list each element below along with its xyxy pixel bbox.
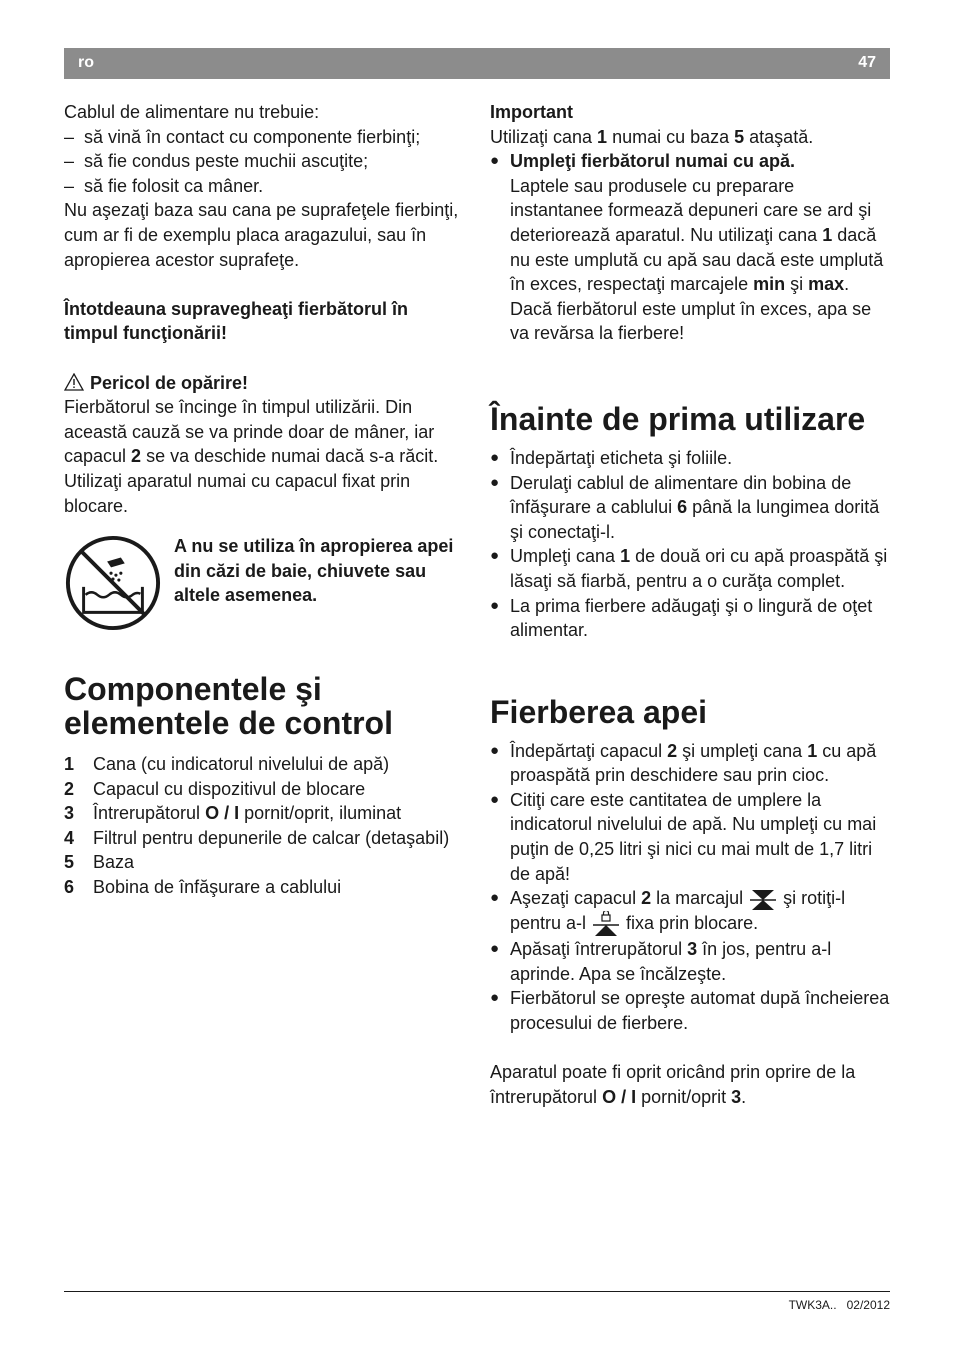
cable-item: – să vină în contact cu componente fierbinţi;	[64, 125, 464, 150]
before-first-use-heading: Înainte de prima utilizare	[490, 400, 866, 437]
supervise-warning: Întotdeauna supravegheaţi fierbătorul în timpul funcţionării!	[64, 298, 409, 344]
danger-text: Fierbătorul se încinge în timpul utilizării. Din această cauză se va prinde doar de mâner, iar capacul 2 se va deschide numai dacă s-a răcit.	[64, 397, 439, 467]
right-column	[490, 100, 890, 1109]
footer: TWK3A.. 02/2012	[788, 1298, 890, 1312]
component-item: 6 Bobina de înfăşurare a cablului	[64, 877, 342, 898]
components-heading: Componentele şi elementele de control	[64, 671, 393, 742]
component-item: 4 Filtrul pentru depunerile de calcar (detaşabil)	[64, 827, 450, 848]
cable-intro: Cablul de alimentare nu trebuie:	[64, 102, 320, 122]
list-item: ● La prima fierbere adăugaţi şi o lingură de oţet alimentar.	[490, 594, 890, 643]
fill-water-item: ● Umpleţi fierbătorul numai cu apă. Laptele sau produsele cu preparare instantanee formează depuneri care se ard şi deteriorează aparatul. Nu utilizaţi cana 1 dacă nu este umplută cu apă sau dacă este umplută în exces, respectaţi marcajele min şi max. Dacă fierbătorul este umplut în exces, apa se va revărsa la fierbere!	[490, 149, 890, 346]
list-item: ● Îndepărtaţi eticheta şi foliile.	[490, 446, 890, 471]
lock-text: Utilizaţi aparatul numai cu capacul fixat prin blocare.	[64, 470, 411, 516]
warning-triangle-icon	[64, 373, 84, 391]
list-item: ● Aşezaţi capacul 2 la marcajul şi rotiţi-l pentru a-l fixa prin blocare.	[490, 886, 890, 937]
component-item: 3 Întrerupătorul O / I pornit/oprit, iluminat	[64, 803, 402, 824]
list-item: ● Îndepărtaţi capacul 2 şi umpleţi cana 1 cu apă proaspătă prin deschidere sau prin cioc.	[490, 739, 890, 788]
component-item: 5 Baza	[64, 852, 135, 873]
component-item: 2 Capacul cu dispozitivul de blocare	[64, 778, 366, 799]
base-warning: Nu aşezaţi baza sau cana pe suprafeţele fierbinţi, cum ar fi de exemplu placa aragazului, sau în apropierea acestor suprafeţe.	[64, 200, 459, 270]
important-title: Important	[490, 102, 573, 122]
pour-mark-icon	[748, 889, 778, 911]
cable-item: – să fie condus peste muchii ascuţite;	[64, 149, 464, 174]
language-code: ro	[78, 54, 94, 71]
cable-item: – să fie folosit ca mâner.	[64, 174, 464, 199]
water-warning-text: A nu se utiliza în apropierea apei din căzi de baie, chiuvete sau altele asemenea.	[174, 536, 454, 606]
danger-title: Pericol de opărire!	[64, 371, 464, 396]
list-item: ● Apăsaţi întrerupătorul 3 în jos, pentru a-l aprinde. Apa se încălzeşte.	[490, 937, 890, 986]
page-number: 47	[858, 54, 876, 71]
water-warning-box	[64, 534, 464, 632]
list-item: ● Umpleţi cana 1 de două ori cu apă proaspătă şi lăsaţi să fiarbă, pentru a o curăţa complet.	[490, 544, 890, 593]
left-column	[64, 100, 464, 900]
footer-divider	[64, 1291, 890, 1292]
component-item: 1 Cana (cu indicatorul nivelului de apă)	[64, 754, 390, 775]
page-header	[64, 48, 890, 79]
list-item: ● Citiţi care este cantitatea de umplere la indicatorul nivelului de apă. Nu umpleţi cu mai puţin de 0,25 litri şi nici cu mai mult de 1,7 litri de apă!	[490, 788, 890, 886]
boiling-water-heading: Fierberea apei	[490, 693, 707, 730]
switch-off-text: Aparatul poate fi oprit oricând prin oprire de la întrerupătorul O / I pornit/oprit 3.	[490, 1062, 856, 1107]
list-item: ● Fierbătorul se opreşte automat după încheierea procesului de fierbere.	[490, 986, 890, 1035]
important-text: Utilizaţi cana 1 numai cu baza 5 ataşată.	[490, 126, 814, 147]
list-item: ● Derulaţi cablul de alimentare din bobina de înfăşurare a cablului 6 până la lungimea dorită şi conectaţi-l.	[490, 471, 890, 545]
no-bath-icon	[64, 534, 162, 632]
lock-mark-icon	[591, 911, 621, 937]
